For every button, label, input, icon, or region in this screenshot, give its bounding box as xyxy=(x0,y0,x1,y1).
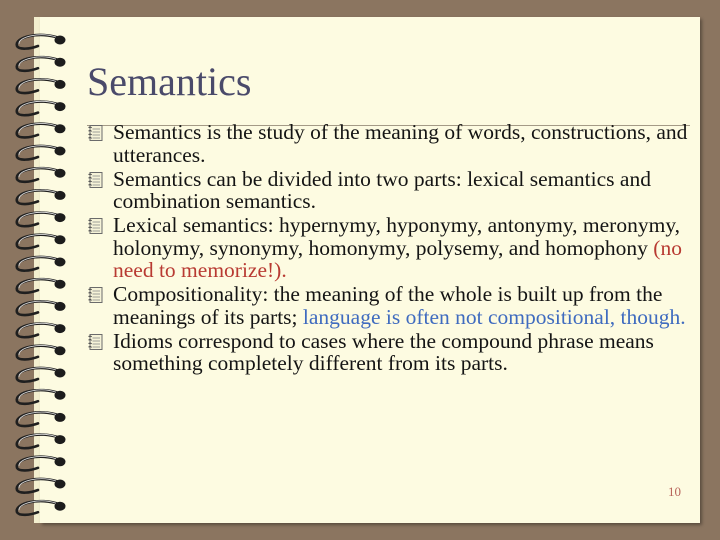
bullet-text: language is often not compositional, though. xyxy=(302,304,686,329)
binder-rings xyxy=(0,0,80,540)
binder-ring xyxy=(17,301,66,315)
bullet-item xyxy=(87,121,697,166)
binder-ring xyxy=(17,124,66,138)
binder-ring xyxy=(17,457,66,471)
bullet-item xyxy=(87,330,697,375)
binder-ring xyxy=(17,79,66,93)
binder-ring xyxy=(17,434,66,448)
binder-ring xyxy=(17,212,66,226)
binder-ring xyxy=(17,57,66,71)
binder-ring xyxy=(17,479,66,493)
bullet-text: Semantics is the study of the meaning of words, constructions, and utterances. xyxy=(113,120,688,167)
binder-ring xyxy=(17,168,66,182)
notebook-icon xyxy=(87,124,105,142)
binder-ring xyxy=(17,257,66,271)
bullet-text: Compositionality: the meaning of the whole is built up from the meanings of its parts; xyxy=(113,282,663,329)
notebook-icon xyxy=(87,217,105,235)
bullet-text: (no need to memorize!). xyxy=(113,235,682,282)
bullet-item xyxy=(87,283,697,328)
bullet-item xyxy=(87,168,697,213)
binder-ring xyxy=(17,146,66,160)
bullet-item xyxy=(87,214,697,282)
binder-ring xyxy=(17,390,66,404)
binder-ring xyxy=(17,101,66,115)
notebook-icon xyxy=(87,171,105,189)
binder-ring xyxy=(17,279,66,293)
binder-ring xyxy=(17,35,66,49)
slide-title: Semantics xyxy=(87,59,252,104)
bullet-text: Lexical semantics: hypernymy, hyponymy, antonymy, meronymy, holonymy, synonymy, homonymy, polysemy, and homophony xyxy=(113,213,681,260)
binder-ring xyxy=(17,235,66,249)
binder-ring xyxy=(17,190,66,204)
page-number: 10 xyxy=(668,484,681,499)
binder-ring xyxy=(17,501,66,515)
notebook-icon xyxy=(87,286,105,304)
bullet-text: Semantics can be divided into two parts: lexical semantics and combination semantics. xyxy=(113,166,651,213)
binder-ring xyxy=(17,412,66,426)
binder-ring xyxy=(17,368,66,382)
binder-ring xyxy=(17,346,66,360)
bullet-text: Idioms correspond to cases where the compound phrase means something completely different from its parts. xyxy=(113,328,654,375)
binder-ring xyxy=(17,323,66,337)
notebook-icon xyxy=(87,333,105,351)
bullet-list xyxy=(87,121,697,376)
